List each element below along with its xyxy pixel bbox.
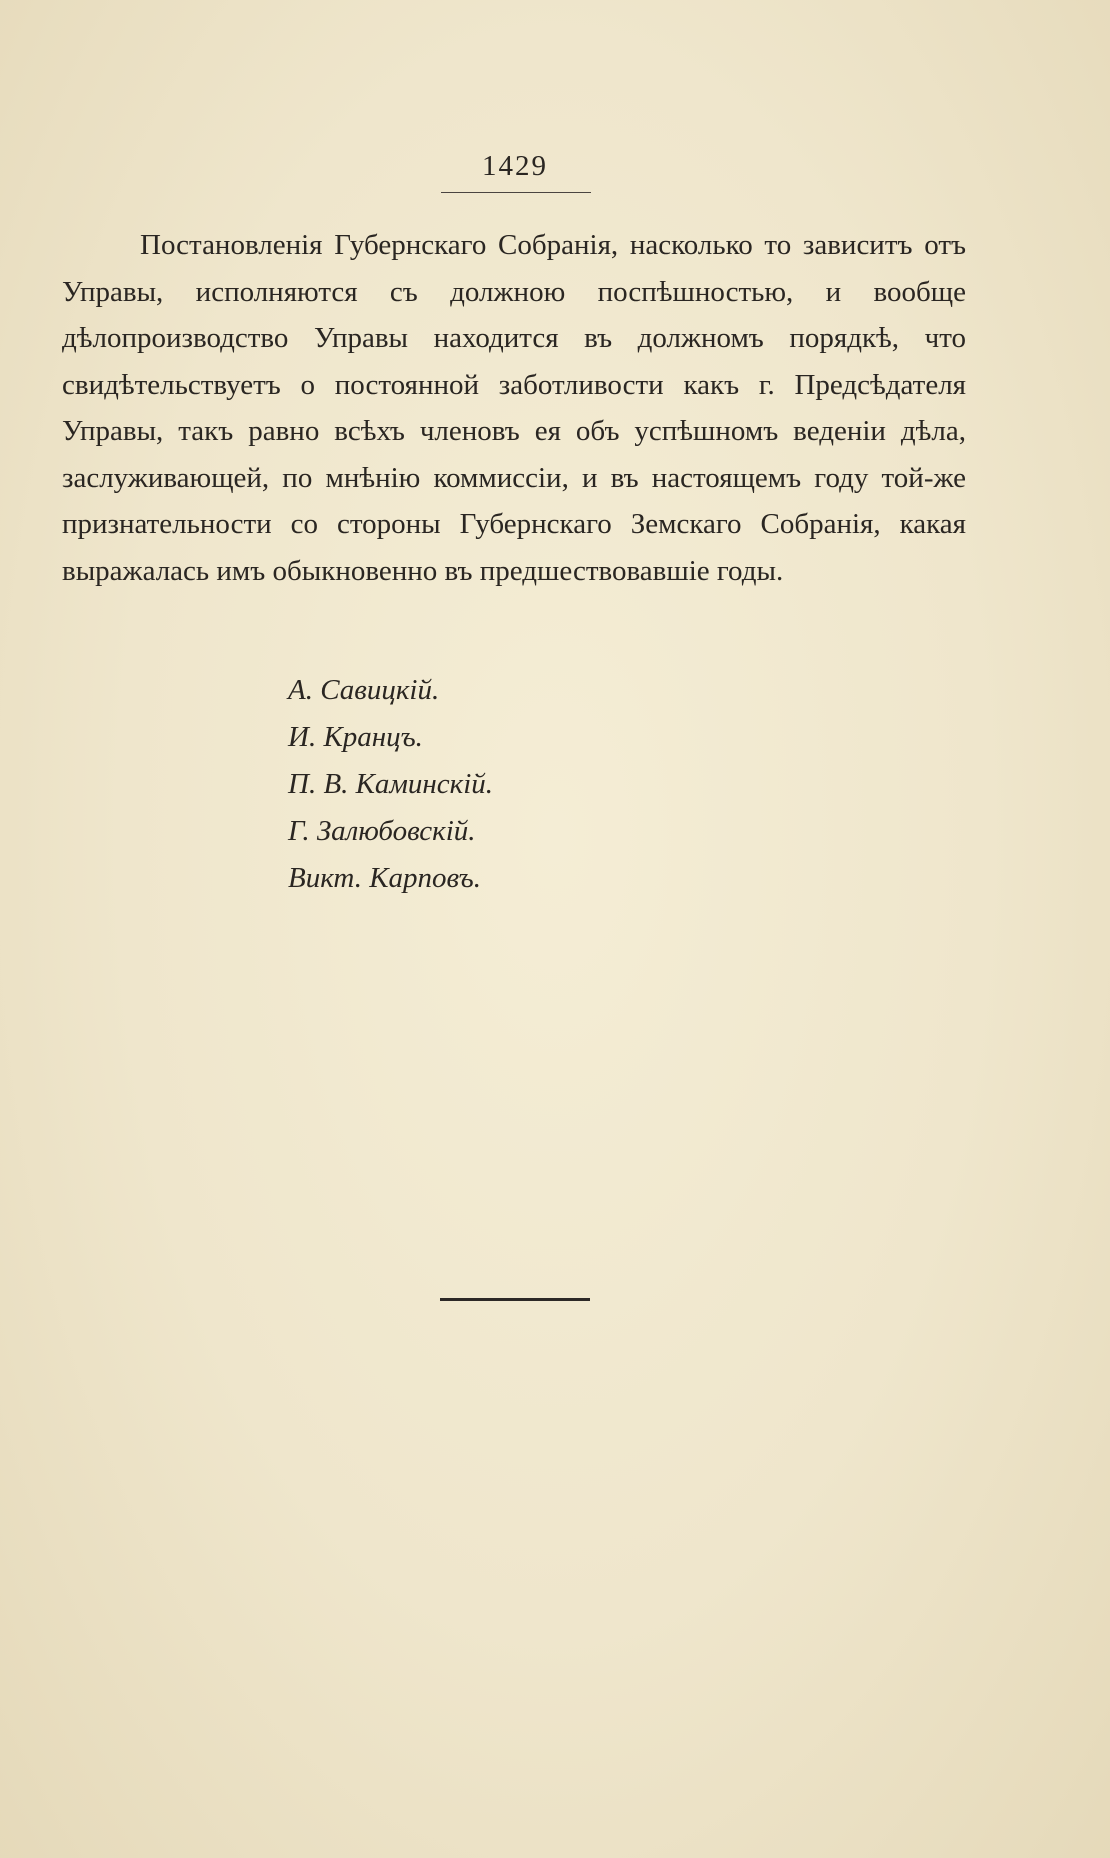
- signature-2: И. Кранцъ.: [288, 721, 423, 753]
- body-paragraph: Постановленія Губернскаго Собранія, насколько то зависитъ отъ Управы, исполняются съ должною поспѣшностью, и вообще дѣлопроизводство Управы находится въ должномъ порядкѣ, что свидѣтельствуетъ о постоянной заботливости какъ г. Предсѣдателя Управы, такъ равно всѣхъ членовъ ея объ успѣшномъ веденіи дѣла, заслуживающей, по мнѣнію коммиссіи, и въ настоящемъ году той-же признательности со стороны Губернскаго Земскаго Собранія, какая выражалась имъ обыкновенно въ предшествовавшіе годы.: [62, 229, 966, 587]
- signature-1: А. Савицкій.: [288, 674, 440, 706]
- signature-3: П. В. Каминскій.: [288, 768, 494, 800]
- signature-5: Викт. Карповъ.: [288, 862, 481, 894]
- end-rule: [440, 1298, 590, 1301]
- signature-list: [288, 667, 493, 902]
- page-number: 1429: [482, 150, 548, 182]
- header-rule: [441, 192, 591, 193]
- signature-4: Г. Залюбовскій.: [288, 815, 476, 847]
